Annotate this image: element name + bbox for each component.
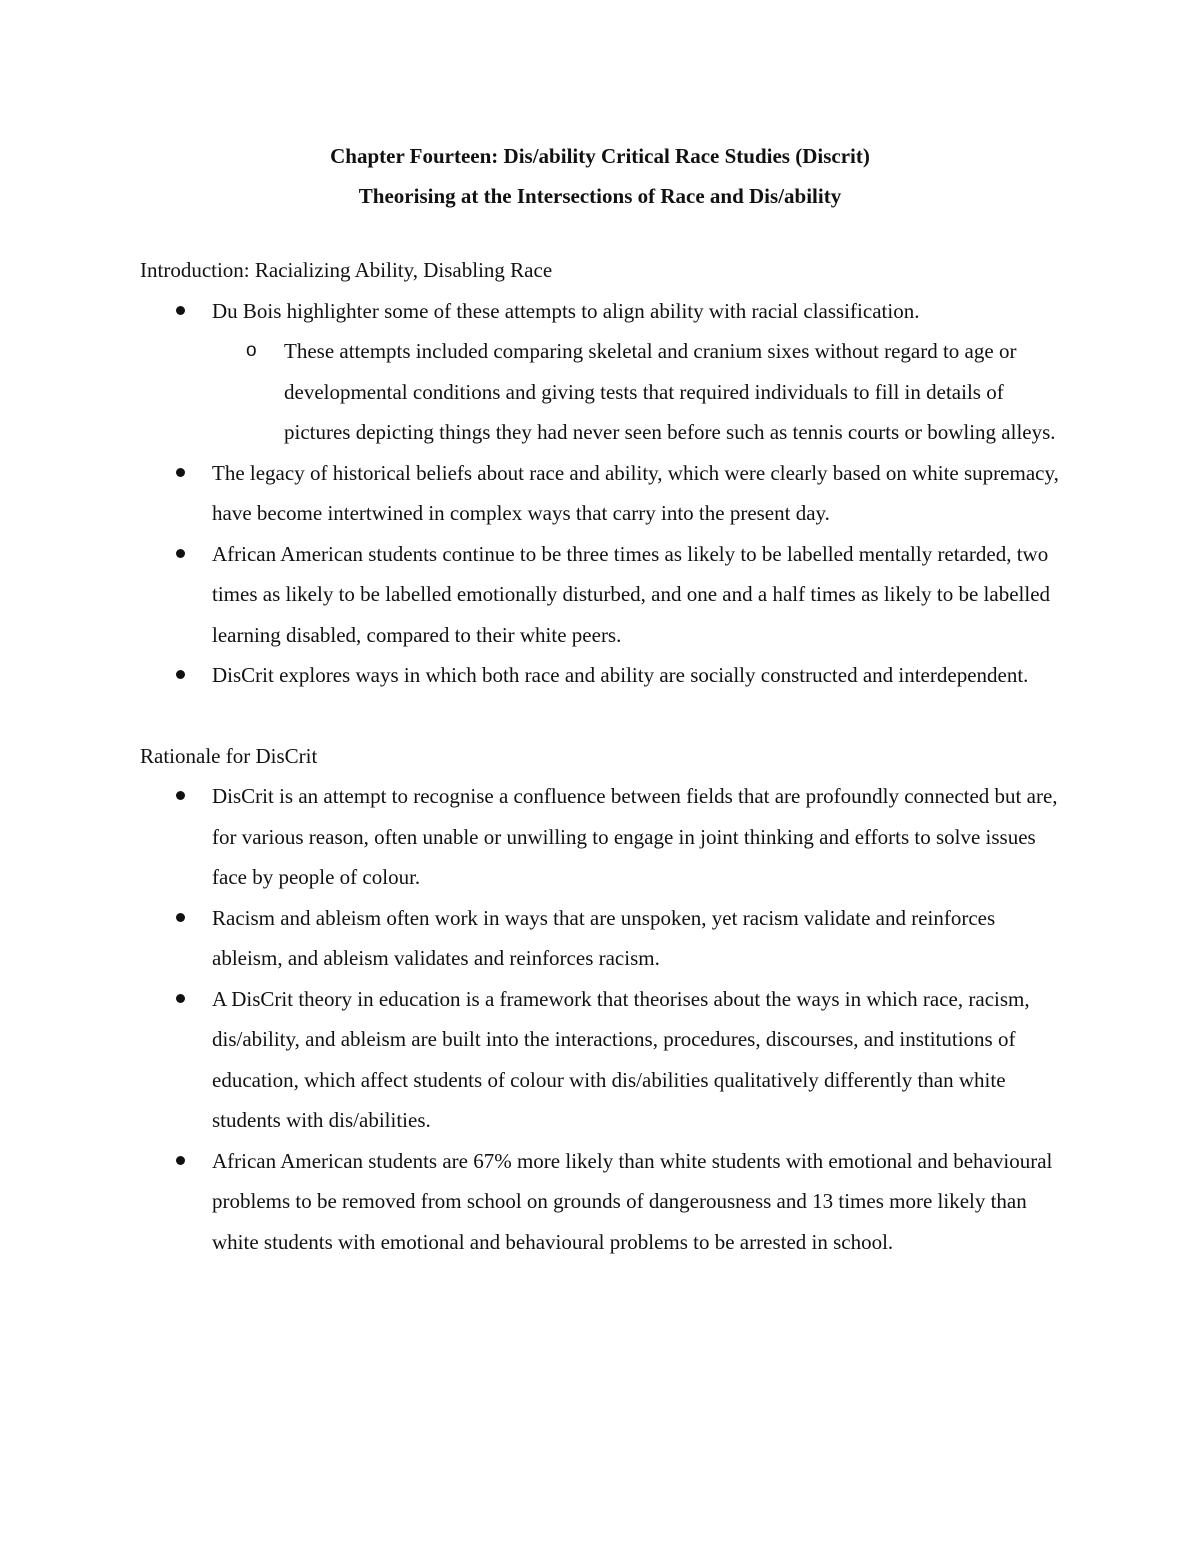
sub-list-item-text: These attempts included comparing skeletal and cranium sixes without regard to age or developmental conditions and giving tests that required individuals to fill in details of pictures depicting things they had never seen before such as tennis courts or bowling alleys. [284, 339, 1056, 444]
list-item [140, 1141, 1060, 1263]
list-item-text: Racism and ableism often work in ways that are unspoken, yet racism validate and reinforces ableism, and ableism validates and reinforces racism. [212, 905, 996, 970]
bullet-icon [176, 549, 185, 558]
section-heading-introduction: Introduction: Racializing Ability, Disabling Race [140, 258, 553, 282]
list-item-text: A DisCrit theory in education is a framework that theorises about the ways in which race, racism, dis/ability, and ableism are built into the interactions, procedures, discourses, and institutions of education, which affect students of colour with dis/abilities qualitatively differently than white students with dis/abilities. [212, 986, 1030, 1132]
list-item-text: The legacy of historical beliefs about race and ability, which were clearly based on white supremacy, have become intertwined in complex ways that carry into the present day. [212, 460, 1059, 525]
list-item [140, 655, 1060, 696]
bullet-icon [176, 1156, 185, 1165]
list-item-text: African American students are 67% more likely than white students with emotional and behavioural problems to be removed from school on grounds of dangerousness and 13 times more likely than white students with emotional and behavioural problems to be arrested in school. [212, 1148, 1053, 1254]
section-heading-rationale: Rationale for DisCrit [140, 743, 318, 768]
list-item [140, 979, 1060, 1141]
title-line-1: Chapter Fourteen: Dis/ability Critical Race Studies (Discrit) [330, 144, 870, 168]
list-item-text: African American students continue to be three times as likely to be labelled mentally retarded, two times as likely to be labelled emotionally disturbed, and one and a half times as likely to be labelled learning disabled, compared to their white peers. [212, 541, 1051, 647]
list-item-text: DisCrit is an attempt to recognise a confluence between fields that are profoundly connected but are, for various reason, often unable or unwilling to engage in joint thinking and efforts to solve issues face by people of colour. [212, 784, 1058, 889]
list-item [140, 291, 1060, 453]
title-line-2: Theorising at the Intersections of Race and Dis/ability [358, 184, 842, 208]
bullet-icon [176, 791, 185, 800]
document-content [140, 136, 1060, 1262]
bullet-icon [176, 670, 185, 679]
list-item [140, 898, 1060, 979]
list-item [140, 776, 1060, 898]
hollow-bullet-icon: o [246, 340, 257, 361]
document-title [140, 136, 1060, 216]
list-item [140, 453, 1060, 534]
bullet-icon [176, 994, 185, 1003]
bullet-list-rationale [140, 776, 1060, 1262]
sub-bullet-list [212, 331, 1060, 453]
list-item [140, 534, 1060, 656]
bullet-icon [176, 306, 185, 315]
list-item-text: Du Bois highlighter some of these attempts to align ability with racial classification. [212, 298, 920, 323]
bullet-list-introduction [140, 291, 1060, 696]
list-item-text: DisCrit explores ways in which both race and ability are socially constructed and interdependent. [212, 663, 1029, 687]
bullet-icon [176, 913, 185, 922]
bullet-icon [176, 468, 185, 477]
sub-list-item [212, 331, 1060, 453]
